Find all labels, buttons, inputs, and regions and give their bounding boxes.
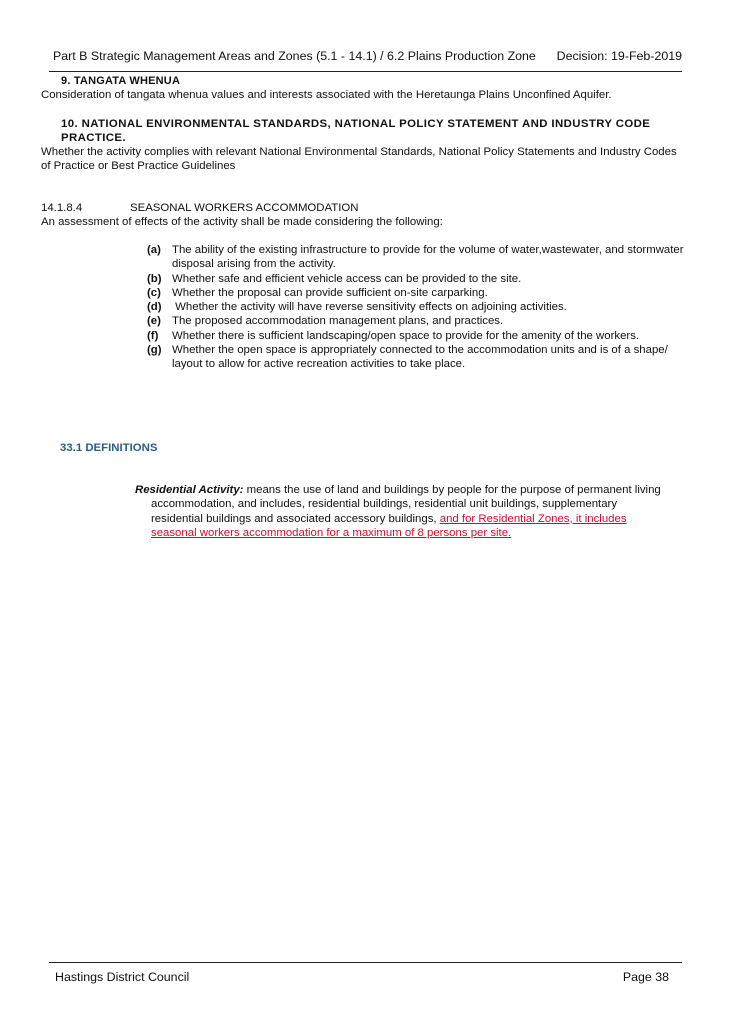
section-9-heading: 9. TANGATA WHENUA [61,75,181,87]
footer-page-number: Page 38 [622,970,669,984]
list-item-label: (b) [147,272,162,285]
list-item-text: Whether safe and efficient vehicle access can be provided to the site. [172,272,522,285]
list-item-text: Whether there is sufficient landscaping/open space to provide for the amenity of the workers. [172,329,640,342]
list-item-text: Whether the proposal can provide sufficient on-site carparking. [172,286,488,299]
list-item-text: Whether the activity will have reverse sensitivity effects on adjoining activities. [172,301,567,314]
footer-organisation: Hastings District Council [55,970,190,984]
list-item-label: (a) [147,244,161,256]
list-item [147,300,687,314]
list-item [147,286,687,300]
list-item [147,343,687,372]
clause-intro: An assessment of effects of the activity shall be made considering the following: [41,216,443,228]
list-item-text: The proposed accommodation management plans, and practices. [172,315,504,328]
list-item [147,314,687,328]
criteria-list [147,243,687,372]
definitions-heading: 33.1 DEFINITIONS [60,442,158,454]
list-item-label: (f) [147,329,159,342]
list-item-label: (d) [147,301,162,314]
section-10-body: Whether the activity complies with relevant National Environmental Standards, National Policy Statements and Industry Codes of Practice or Best Practice Guidelines [41,146,677,173]
list-item-label: (c) [147,286,161,299]
list-item-text: Whether the open space is appropriately connected to the accommodation units and is of a shape/ layout to allow for active recreation activities to take place. [172,344,668,371]
clause-number: 14.1.8.4 [41,202,83,214]
header-title: Part B Strategic Management Areas and Zones (5.1 - 14.1) / 6.2 Plains Production Zone [53,49,536,63]
header-decision-date: Decision: 19-Feb-2019 [556,49,682,63]
clause-title: SEASONAL WORKERS ACCOMMODATION [130,202,359,214]
section-10-heading: 10. NATIONAL ENVIRONMENTAL STANDARDS, NATIONAL POLICY STATEMENT AND INDUSTRY CODE PRACTICE. [61,118,651,145]
definition-term: Residential Activity: [135,484,244,496]
list-item [147,329,687,343]
definition-body: means the use of land and buildings by people for the purpose of permanent living accommodation, and includes, residential buildings, residential unit buildings, supplementary residential buildings and associated accessory buildings, [151,484,664,525]
definition-inserted-text: and for Residential Zones, it includes seasonal workers accommodation for a maximum of 8 persons per site. [151,512,627,539]
list-item-label: (e) [147,315,161,328]
section-9-body: Consideration of tangata whenua values and interests associated with the Heretaunga Plains Unconfined Aquifer. [41,89,612,101]
definition-residential-activity [135,483,670,540]
list-item [147,272,687,286]
list-item [147,243,687,272]
list-item-label: (g) [147,344,162,357]
header-rule [49,71,682,72]
footer-rule [49,962,682,963]
list-item-text: The ability of the existing infrastructure to provide for the volume of water,wastewater, and stormwater disposal arising from the activity. [172,244,684,271]
